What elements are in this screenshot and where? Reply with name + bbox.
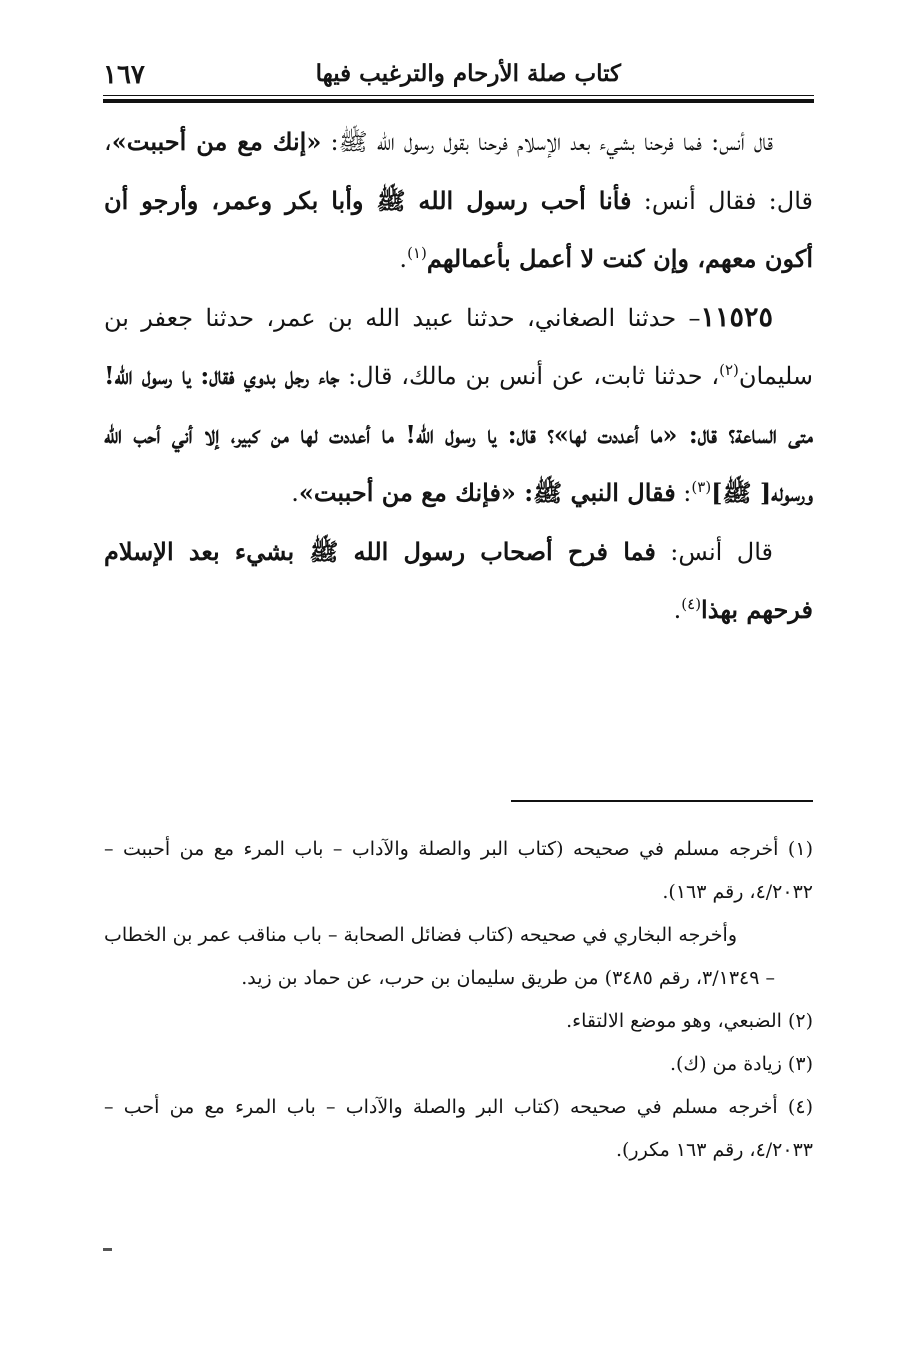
para1-quote: «إنك مع من أحببت» [111,127,322,156]
footnote-3: (٣) زيادة من (ك). [669,1053,813,1075]
para1-text-a: قال أنس: فما فرحنا بشيء بعد الإسلام فرحنا بقول رسول الله ﷺ: [321,128,773,156]
header-rule-thick [103,99,814,103]
book-title: كتاب صلة الأرحام والترغيب فيها [315,60,621,87]
para2-end: . [291,479,299,507]
para2-matn: جاء رجل بدوي فقال: يا رسول الله! متى الساعة؟ قال: «ما أعددت لها»؟ قال: يا رسول الله! ما أعددت لها من كبير، إلا أني أحب الله ورسوله[ ﷺ] [104,361,814,507]
footnote-ref-3: (٣) [691,478,712,496]
hadith-number: ١١٥٢٥ [700,301,773,333]
paragraph-2 [104,289,813,523]
para2-colon: : [675,479,692,507]
footnote-ref-4: (٤) [681,595,702,613]
para1-statement: فأنا أحب رسول الله ﷺ وأبا بكر وعمر، وأرجو أن أكون معهم، وإن كنت لا أعمل بأعمالهم [104,185,813,273]
paragraph-1 [104,113,813,289]
footnote-2: (٢) الضبعي، وهو موضع الالتقاء. [566,1010,813,1032]
footnotes [104,828,813,1172]
footnote-4: (٤) أخرجه مسلم في صحيحه (كتاب البر والصلة والآداب – باب المرء مع من أحب – ٤/٢٠٣٣، رقم ١٦٣ مكرر). [104,1096,813,1161]
page-number: ١٦٧ [103,60,145,90]
para3-statement: فما فرح أصحاب رسول الله ﷺ بشيء بعد الإسلام فرحهم بهذا [104,536,813,624]
para3-end: . [673,596,682,624]
running-header [103,58,814,98]
main-text [104,113,813,640]
para1-end: . [399,245,408,273]
para2-text-b: ، حدثنا ثابت، عن أنس بن مالك، قال: [339,362,720,390]
header-rule-thin [103,95,814,96]
para2-isnad: – حدثنا الصغاني، حدثنا عبيد الله بن عمر، حدثنا جعفر بن سليمان [104,303,813,390]
para3-text: قال أنس: [655,537,773,566]
para2-prophet-reply: فقال النبي ﷺ: «فإنك مع من أحببت» [298,478,676,507]
footnote-ref-1: (١) [407,244,427,262]
footnote-ref-2: (٢) [719,361,739,379]
footnote-separator [511,800,813,802]
footnote-1: (١) أخرجه مسلم في صحيحه (كتاب البر والصلة والآداب – باب المرء مع من أحببت – ٤/٢٠٣٢، رقم ١٦٣). [104,838,813,903]
paragraph-3 [104,523,813,640]
footnote-1-continued: وأخرجه البخاري في صحيحه (كتاب فضائل الصحابة – باب مناقب عمر بن الخطاب – ٣/١٣٤٩، رقم ٣٤٨٥) من طريق سليمان بن حرب، عن حماد بن زيد. [104,924,775,989]
scan-speck [103,1248,112,1251]
para1-text-b: ، قال: فقال أنس: [104,128,813,215]
